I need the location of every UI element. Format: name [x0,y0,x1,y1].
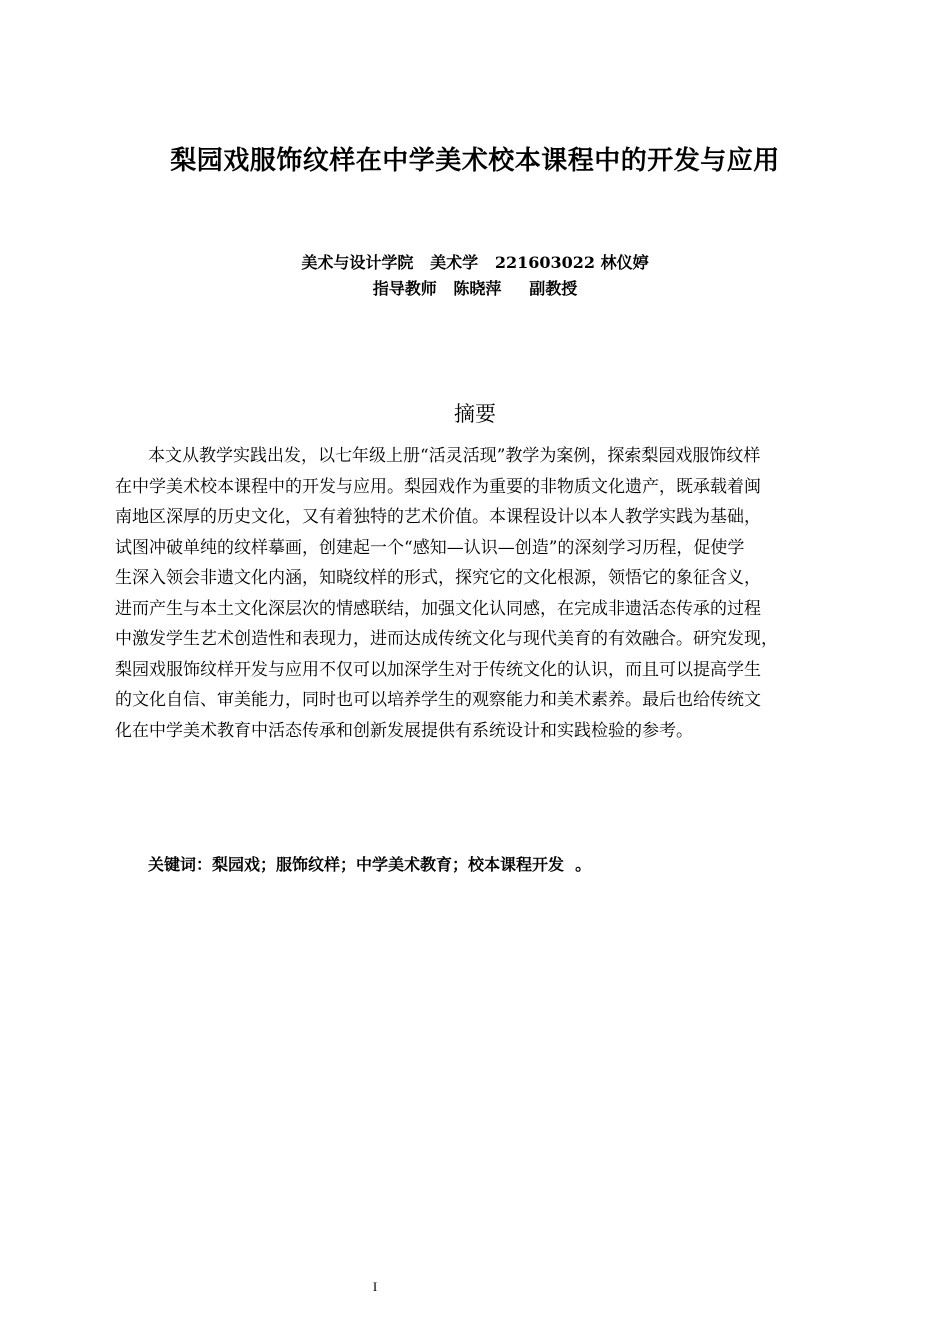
abstract-line: 在中学美术校本课程中的开发与应用。梨园戏作为重要的非物质文化遗产，既承载着闽 [115,476,761,497]
author-block [0,250,950,302]
abstract-line: 南地区深厚的历史文化，又有着独特的艺术价值。本课程设计以本人教学实践为基础， [115,507,761,527]
abstract-line: 本文从教学实践出发，以七年级上册“活灵活现”教学为案例，探索梨园戏服饰纹样 [148,446,761,466]
abstract-body [115,441,865,746]
abstract-line: 试图冲破单纯的纹样摹画，创建起一个“感知—认识—创造”的深刻学习历程，促使学 [115,537,745,558]
document-title: 梨园戏服饰纹样在中学美术校本课程中的开发与应用 [170,146,780,176]
abstract-heading: 摘要 [454,402,496,426]
keywords: 关键词：梨园戏；服饰纹样；中学美术教育；校本课程开发 。 [148,855,592,874]
abstract-line: 中激发学生艺术创造性和表现力，进而达成传统文化与现代美育的有效融合。研究发现， [115,629,778,649]
abstract-line: 生深入领会非遗文化内涵，知晓纹样的形式，探究它的文化根源，领悟它的象征含义， [115,568,761,588]
abstract-line: 梨园戏服饰纹样开发与应用不仅可以加深学生对于传统文化的认识，而且可以提高学生 [115,659,761,680]
page-number: I [372,1279,378,1294]
abstract-line: 进而产生与本土文化深层次的情感联结，加强文化认同感，在完成非遗活态传承的过程 [115,598,761,619]
advisor-info: 指导教师 陈晓萍 副教授 [372,279,578,298]
abstract-line: 的文化自信、审美能力，同时也可以培养学生的观察能力和美术素养。最后也给传统文 [115,690,761,710]
abstract-line: 化在中学美术教育中活态传承和创新发展提供有系统设计和实践检验的参考。 [115,720,693,741]
author-info: 美术与设计学院 美术学 221603022 林仪婷 [301,253,649,272]
